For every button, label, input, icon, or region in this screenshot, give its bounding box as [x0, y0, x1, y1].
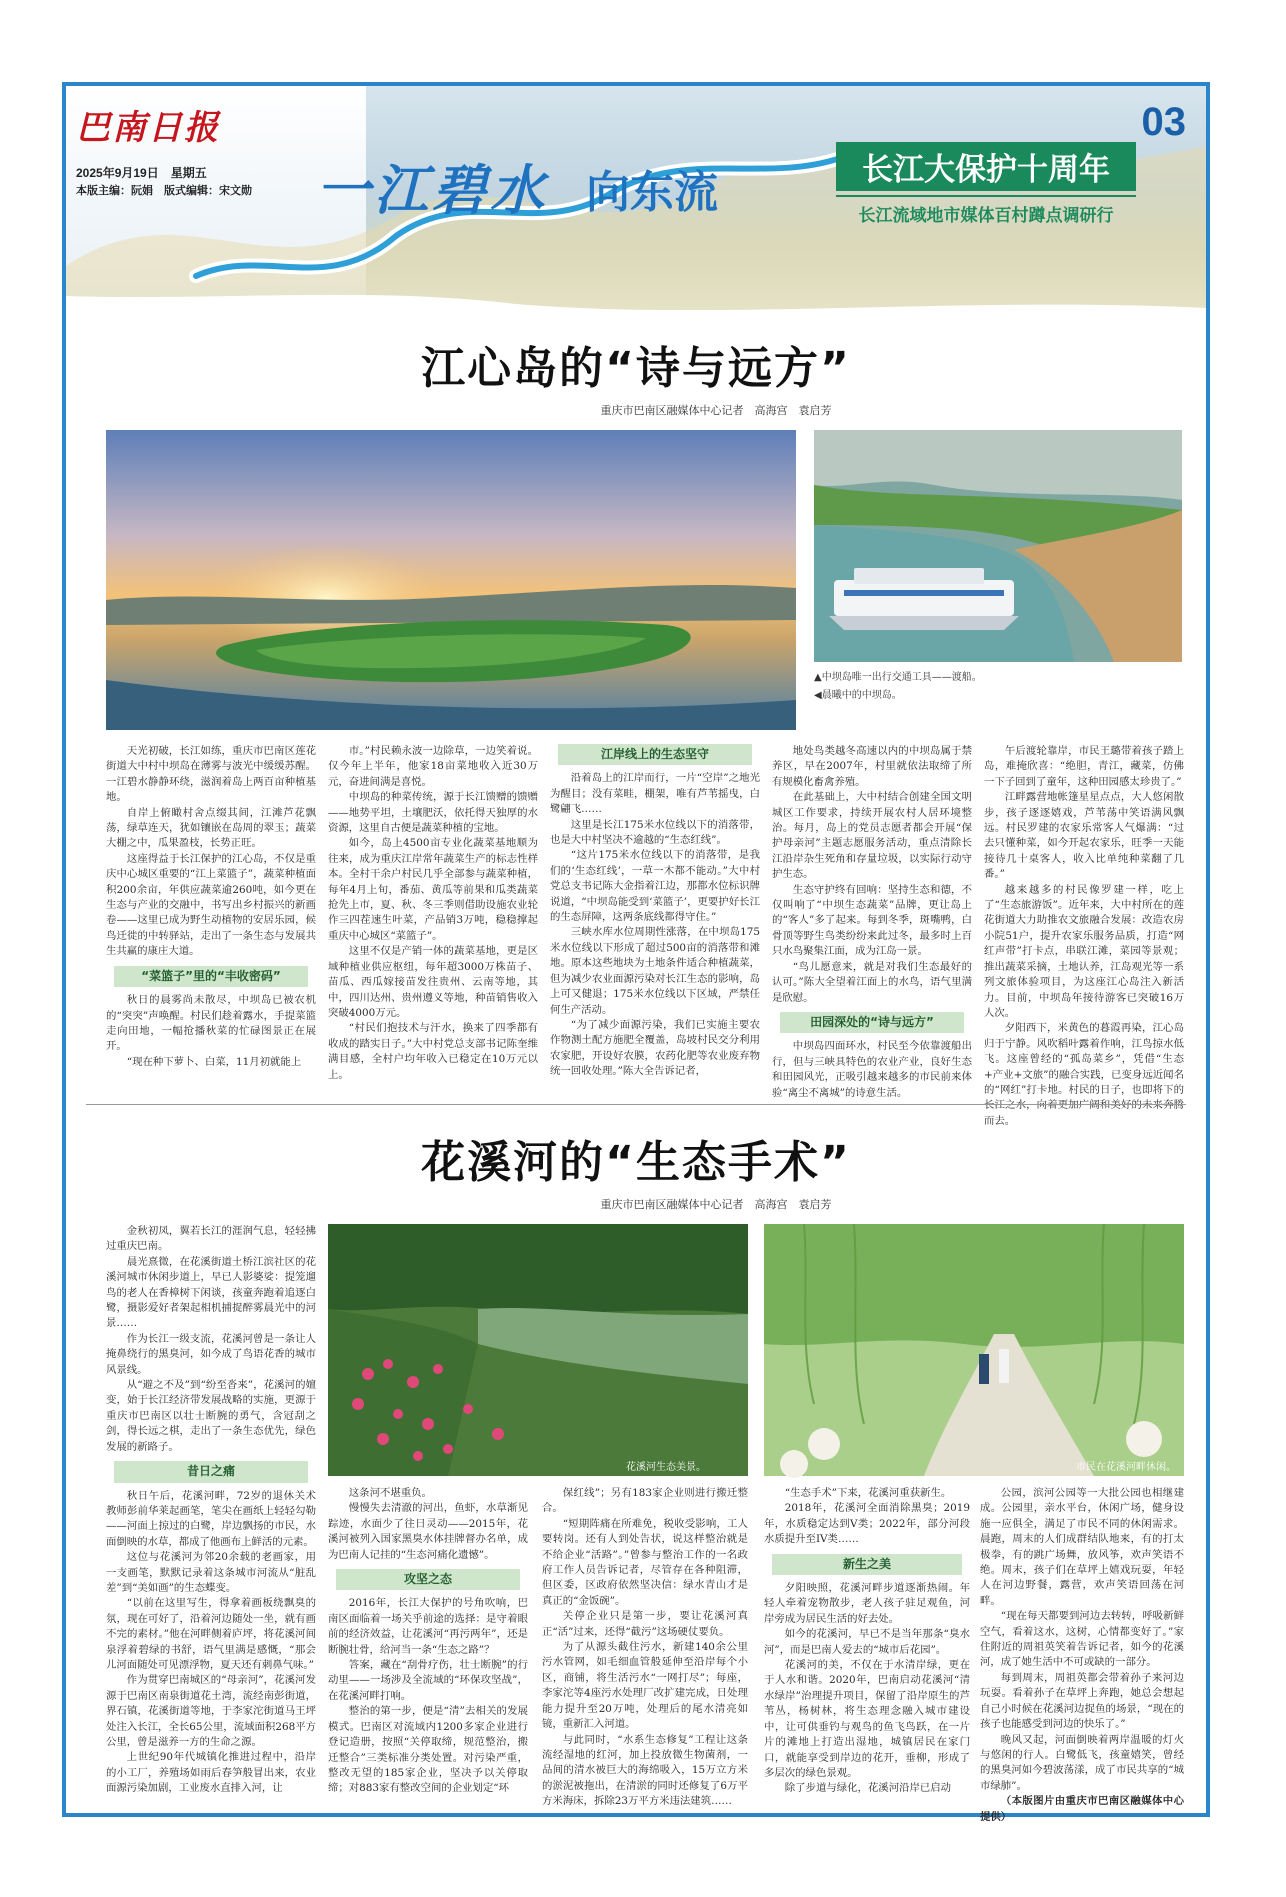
paragraph: 午后渡轮靠岸，市民王璐带着孩子踏上岛，难掩欣喜：“绝胆，青江，藏菜，仿佛一下子回到了童年，这种田园感太珍贵了。” [984, 745, 1184, 788]
island-sunrise-photo [106, 430, 796, 730]
paragraph: 2016年，长江大保护的号角吹响，巴南区面临着一场关乎前途的选择：是守着眼前的经济效益，让花溪河“再污两年”，还是断腕壮骨，给河当一条“生态之路”？ [328, 1597, 528, 1656]
article2-byline: 重庆市巴南区融媒体中心记者 高海宫 袁启芳 [600, 1198, 832, 1211]
paragraph: 整治的第一步，便是“清”去相关的发展模式。巴南区对流域内1200多家企业进行登记造册，按照“关停取缔，规范整治，搬迁整合”三类标准分类处置。对污染严重，整改无望的185家企业，坚决予以关停取缔；对883家有整改空间的企业划定“环 [328, 1705, 528, 1795]
article1-column-1 [106, 744, 316, 1086]
article1-byline: 重庆市巴南区融媒体中心记者 高海宫 袁启芳 [600, 404, 832, 417]
editor-credits: 本版主编：阮娟 版式编辑：宋文勋 [76, 185, 252, 197]
paragraph: 金秋初凤，翼若长江的涯润气息，轻轻拂过重庆巴南。 [106, 1225, 316, 1253]
article2-column-4 [764, 1486, 970, 1809]
paragraph: “现在种下萝卜、白菜，11月初就能上 [126, 1055, 302, 1068]
paragraph: 晨光熹微，在花溪街道土桥江滨社区的花溪河城市休闲步道上，早已人影婆娑：提笼遛鸟的老人在香樟树下闲谈，孩童奔跑着追逐白鹭，摄影爱好者架起相机捕捉醉雾晨光中的河景…… [106, 1255, 316, 1330]
paragraph: 如今，岛上4500亩专业化蔬菜基地顺为往来，成为重庆江岸常年蔬菜生产的标志性样本。全村干余户村民几乎全部参与蔬菜种植，每年4月上旬，番茄、黄瓜等前果和瓜类蔬菜抢先上市，夏、秋、冬三季则借助设施农业轮作三四茬速生叶菜，产品销3万吨，稳稳撑起重庆中心城区“菜篮子”。 [328, 837, 538, 942]
river-photo-caption: 花溪河生态美景。 [626, 1462, 706, 1473]
theme-title-a: 一江碧水 [316, 158, 548, 222]
paragraph: 越来越多的村民像罗建一样，吃上了“生态旅游饭”。近年来，大中村所在的莲花街道大力助推农文旅融合发展：改造农房小院51户，提升农家乐服务品质，打造“网红声带”打卡点，串联江滩，菜园等景观；推出蔬菜采摘，土地认养，江岛观光等一系列文旅体验项目，为这座江心岛注入新活力。目前，中坝岛年接待游客已突破16万人次。 [984, 883, 1184, 1019]
article2-column-5 [980, 1486, 1184, 1823]
paragraph: 作为长江一级支流，花溪河曾是一条让人掩鼻绕行的黑臭河，如今成了鸟语花香的城市风景线。 [106, 1332, 316, 1376]
newspaper-logo: 巴南日报 [76, 108, 220, 148]
paragraph: 夕阳西下，米黄色的暮霞再染，江心岛归于宁静。风吹稻叶露着作响，江鸟掠水低飞。这座曾经的“孤岛菜乡”，凭借“生态+产业+文旅”的融合实践，已变身远近闻名的“网红”打卡地。村民的日子，也即将下的长江之水，向着更加广阔和美好的未来奔腾而去。 [984, 1022, 1184, 1127]
paragraph: 秋日午后，花溪河畔，72岁的退休关术教师彭前华莱起画笔，笔尖在画纸上轻轻勾勒——河面上掠过的白鹭，岸边飘扬的市民，水面倒映的水草，都成了他画布上鲜活的元素。 [106, 1489, 316, 1548]
paragraph: 与此同时，“水系生态修复”工程让这条流经湿地的红河，加上投放微生物菌剂，一品间的清水被巨大的海绵吸入，15万立方米的淤泥被拖出，在清淤的同时还修复了6万平方米海床，拆除23万平方米违法建筑…… [542, 1733, 748, 1808]
paragraph: 为了从源头截住污水，新建140余公里污水管网，如毛细血管般延伸至沿岸每个小区，商铺，将生活污水“一网打尽”；每座，李家沱等4座污水处理厂改扩建完成，日处理能力提升至20万吨，处理后的尾水清亮如镜，重新汇入河道。 [542, 1641, 748, 1731]
subheading: 新生之美 [772, 1554, 962, 1575]
ferry-boat-photo [814, 430, 1182, 662]
article1-column-2 [328, 744, 538, 1086]
section-divider [86, 1104, 1186, 1105]
paragraph: 晚风又起，河面倒映着两岸温暖的灯火与悠闲的行人。白鹭低飞，孩童嬉笑，曾经的黑臭河如今碧波荡漾，成了市民共享的“城市绿肺”。 [980, 1733, 1184, 1792]
subheading: 昔日之痛 [114, 1461, 308, 1482]
page-header [66, 86, 1206, 321]
paragraph: “以前在这里写生，得拿着画板绕飘臭的氛，现在可好了，沿着河边随处一坐，就有画不完的素材。”他在河畔侧着庐坪，将花溪河间泉浮着碧绿的书舒，语气里满是感慨，“那会儿河面随处可见漂浮物，夏天还有刺鼻气味。” [106, 1597, 316, 1671]
paragraph: 秋日的晨雾尚未散尽，中坝岛已被农机的“突突”声唤醒。村民们趁着露水，手提菜篮走向田地，一幅抢播秋菜的忙碌图景正在展开。 [106, 994, 316, 1053]
article2-column-3 [542, 1486, 748, 1809]
paragraph: “鸟儿愿意来，就是对我们生态最好的认可。”陈大全望着江面上的水鸟，语气里满是欣慰。 [772, 960, 972, 1004]
paragraph: 这条河不堪重负。 [348, 1487, 432, 1499]
paragraph: 上世纪90年代城镇化推进过程中，沿岸的小工厂，养殖场如雨后春笋般冒出来，农业面源污染加剧，工业废水直排入河，让 [106, 1751, 316, 1795]
article1-column-3 [550, 744, 760, 1086]
paragraph: “现在每天都要到河边去转转，呼吸新鲜空气，看着这水，这树，心情都变好了。”家住附近的周祖英笑着告诉记者，如今的花溪河，成了她生活中不可或缺的一部分。 [980, 1610, 1184, 1669]
paragraph: 保红线”；另有183家企业则进行搬迁整合。 [542, 1487, 748, 1515]
article2-column-1 [106, 1224, 316, 1809]
paragraph: 中坝岛四面环水，村民至今依靠渡船出行，但与三峡具特色的农业产业，良好生态和田园风光，正吸引越来越多的市民前来体验“离尘不离城”的诗意生活。 [772, 1040, 972, 1099]
article2-column-2 [328, 1486, 528, 1809]
paragraph: 沿着岛上的江岸而行，一片“空岸”之地光为醒目；没有菜畦，棚架，唯有芦苇摇曳，白鹭翩飞…… [550, 772, 760, 816]
series-badge-subtitle: 长江流域地市媒体百村蹲点调研行 [836, 195, 1136, 226]
paragraph: 地处鸟类越冬高速以内的中坝岛属于禁养区，早在2007年，村里就依法取缔了所有规模化畜禽养殖。 [772, 745, 972, 788]
subheading: 攻坚之态 [336, 1569, 520, 1590]
paragraph: 在此基础上，大中村结合创建全国文明城区工作要求，持续开展农村人居环境整治。每月，岛上的党员志愿者都会开展“保护母亲河”主题志愿服务活动，重点清除长江沿岸杂生死角和存量垃圾，以实际行动守护生态。 [772, 791, 972, 881]
page-number: 03 [1141, 100, 1186, 144]
paragraph: 江畔露营地帐篷星星点点，大人悠闲散步，孩子逐逐嬉戏，芦苇荡中笑语满风飘远。村民罗建的农家乐常客人气爆满：“过去只懂种菜，如今开起农家乐，旺季一天能接待几十桌客人，收入比单纯种菜翻了几番。” [984, 791, 1184, 881]
willow-path-photo [764, 1224, 1184, 1476]
issue-date: 2025年9月19日 星期五 [76, 166, 207, 180]
paragraph: 市。”村民赖永波一边除草，一边笑着说。仅今年上半年，他家18亩菜地收入近30万元，奋进间满是喜悦。 [328, 745, 538, 788]
photo-credit: （本版图片由重庆市巴南区融媒体中心提供） [980, 1795, 1184, 1823]
river-flowers-photo [328, 1224, 748, 1476]
article1-column-5 [984, 744, 1184, 1127]
article1-column-4 [772, 744, 972, 1099]
paragraph: 这位与花溪河为邻20余载的老画家，用一支画笔，默默记录着这条城市河流从“脏乱差”到“美如画”的生态蝶变。 [106, 1551, 316, 1594]
paragraph: 三峡水库水位周期性涨落，在中坝岛175米水位线以下形成了超过500亩的消落带和滩地。原本这些地块为土地条件适合种植蔬菜，但为减少农业面源污染对长江生态的影响，岛上可又健退；175米水位线以下区域，严禁任何生产活动。 [550, 926, 760, 1016]
paragraph: 答案，藏在“刮骨疗伤，壮士断腕”的行动里——一场涉及全流域的“环保攻坚战”，在花溪河畔打响。 [328, 1659, 528, 1702]
paragraph: 这座得益于长江保护的江心岛，不仅是重庆中心城区重要的“江上菜篮子”，蔬菜种植面积200余亩，年供应蔬菜逾260吨，如今更在生态与产业的交融中，书写出乡村振兴的新画卷——这里已成为野生动植物的安居乐园，候鸟迁徙的中转驿站，走出了一条生态与发展共生共赢的康庄大道。 [106, 852, 316, 958]
paragraph: 公园，滨河公园等一大批公园也相继建成。公园里，亲水平台，休闲广场，健身设施一应俱全，满足了市民不同的休闲需求。晨跑，周末的人们成群结队地来，有的打太极拳，有的跳广场舞，放风筝，欢声笑语不绝。周末，孩子们在草坪上嬉戏玩耍，年轻人在河边野餐，露营，欢声笑语回荡在河畔。 [980, 1487, 1184, 1607]
paragraph: 除了步道与绿化，花溪河沿岸已启动 [784, 1782, 952, 1795]
paragraph: 2018年，花溪河全面消除黑臭；2019年，水质稳定达到V类；2022年，部分河段水质提升至IV类…… [764, 1502, 970, 1546]
willow-photo-caption: 市民在花溪河畔休闲。 [1076, 1462, 1176, 1473]
paragraph: 自岸上俯瞰村舍点缀其间，江滩芦花飘荡，绿草连天，犹如镶嵌在岛周的翠玉；蔬菜大棚之中，瓜果盈枝，长势正旺。 [106, 806, 316, 850]
paragraph: 花溪河的美，不仅在于水清岸绿，更在于人水和谐。2020年，巴南启动花溪河“清水绿岸”治理提升项目，保留了沿岸原生的芦苇丛，杨树林，将生态理念融入城市建设中，让可供垂钓与观鸟的鱼飞鸟跃，在一片片的滩地上打造出湿地，城镇居民在家门口，就能享受到岸边的花开，垂柳，形成了多层次的绿色景观。 [764, 1659, 970, 1779]
paragraph: 每到周末，周祖英都会带着孙子来河边玩耍。看着孙子在草坪上奔跑，她总会想起自己小时候在花溪河边捉鱼的场景，“现在的孩子也能感受到河边的快乐了。” [980, 1671, 1184, 1731]
newspaper-page [62, 82, 1210, 1823]
paragraph: 如今的花溪河，早已不是当年那条“臭水河”，而是巴南人爱去的“城市后花园”。 [764, 1628, 970, 1656]
subheading: 田园深处的“诗与远方” [780, 1012, 964, 1033]
paragraph: 这里是长江175米水位线以下的消落带，也是大中村坚决不逾越的“生态红线”。 [550, 818, 760, 847]
paragraph: 从“避之不及”到“纷至沓来”，花溪河的嬗变，始于长江经济带发展战略的实施，更源于重庆市巴南区以壮士断腕的勇气，含冠刮之剑，得长远之棋，走出了一条生态优先，绿色发展的新路子。 [106, 1379, 316, 1453]
subheading: “菜篮子”里的“丰收密码” [114, 966, 308, 987]
series-badge [836, 142, 1136, 237]
paragraph: 慢慢失去清澈的河出，鱼虾，水草渐见踪迹，水面少了往日灵动——2015年，花溪河被列入国家黑臭水体挂牌督办名单，成为巴南人记挂的“生态河痛化遗憾”。 [328, 1502, 528, 1561]
paragraph: “短期阵痛在所难免，税收受影响，工人要转岗。还有人到处告状，说这样整治就是不给企业“活路”。”曾参与整治工作的一名政府工作人员告诉记者，尽管存在各种阻滞，但区委，区政府依然坚决信：绿水青山才是真正的“金饭碗”。 [542, 1517, 748, 1607]
subheading: 江岸线上的生态坚守 [558, 744, 752, 765]
article2-title: 花溪河的“生态手术” [421, 1137, 851, 1188]
paragraph: 夕阳映照，花溪河畔步道逐渐热闹。年轻人牵着宠物散步，老人孩子驻足观鱼，河岸旁成为居民生活的好去处。 [764, 1582, 970, 1625]
theme-title-b: 向东流 [586, 167, 718, 218]
paragraph: “村民们抱技术与汗水，换来了四季都有收成的踏实日子。”大中村党总支部书记陈奎维满目感，全村户均年收入已稳定在10万元以上。 [328, 1022, 538, 1081]
paragraph: “这片175米水位线以下的消落带，是我们的‘生态红线’，一草一木都不能动。”大中村党总支书记陈大金指着江边，那都水位标识牌说道，“中坝岛能受到‘菜篮子’，更要护好长江的生态屏障，这两条底线都得守住。” [550, 849, 760, 924]
island-photo-caption: ◀晨曦中的中坝岛。 [814, 690, 902, 701]
paragraph: 关停企业只是第一步，要让花溪河真正“活”过来，还得“截污”这场硬仗要负。 [542, 1610, 748, 1638]
ferry-photo-caption: ▲中坝岛唯一出行交通工具——渡船。 [814, 672, 982, 683]
paragraph: 生态守护终有回响：坚持生态和德，不仅叫响了“中坝生态蔬菜”品牌，更让岛上的“客人”多了起来。每到冬季，斑嘴鸭，白骨顶等野生鸟类纷纷来此过冬，最多时上百只水鸟聚集江面，成为江岛一景。 [772, 883, 972, 958]
paragraph: 这里不仅是产销一体的蔬菜基地，更是区域种植业供应枢纽，每年超3000万株苗子、苗瓜、西瓜嫁接苗发往贵州、云南等地，其中，四川达州、贵州遵义等地，种苗销售收入突破4000万元。 [328, 945, 538, 1019]
paragraph: 中坝岛的种菜传统，源于长江馈赠的馈赠——地势平坦，土壤肥沃，依托得天独厚的水资源，这里自古便是蔬菜种植的宝地。 [328, 791, 538, 835]
article1-title: 江心岛的“诗与远方” [421, 343, 851, 394]
paragraph: 作为贯穿巴南城区的“母亲河”，花溪河发源于巴南区南泉街道花土湾，流经南彭街道，界石镇，花溪街道等地，于李家沱街道马王坪处注入长江，全长65公里，流域面积268平方公里，曾是滋养一方的生命之源。 [106, 1674, 316, 1748]
paragraph: “生态手术”下来，花溪河重获新生。 [784, 1487, 952, 1499]
paragraph: 天光初破，长江如练，重庆市巴南区莲花街道大中村中坝岛在薄雾与波光中缓缓苏醒。一江碧水静静环绕，滋润着岛上两百亩种植基地。 [106, 745, 316, 804]
paragraph: “为了减少面源污染，我们已实施主要农作物测土配方施肥全覆盖，岛坡村民交分利用农家肥，开设好农膜，农药化肥等农业废弃物统一回收处理。”陈大全告诉记者， [550, 1018, 760, 1078]
series-badge-title: 长江大保护十周年 [836, 142, 1136, 191]
